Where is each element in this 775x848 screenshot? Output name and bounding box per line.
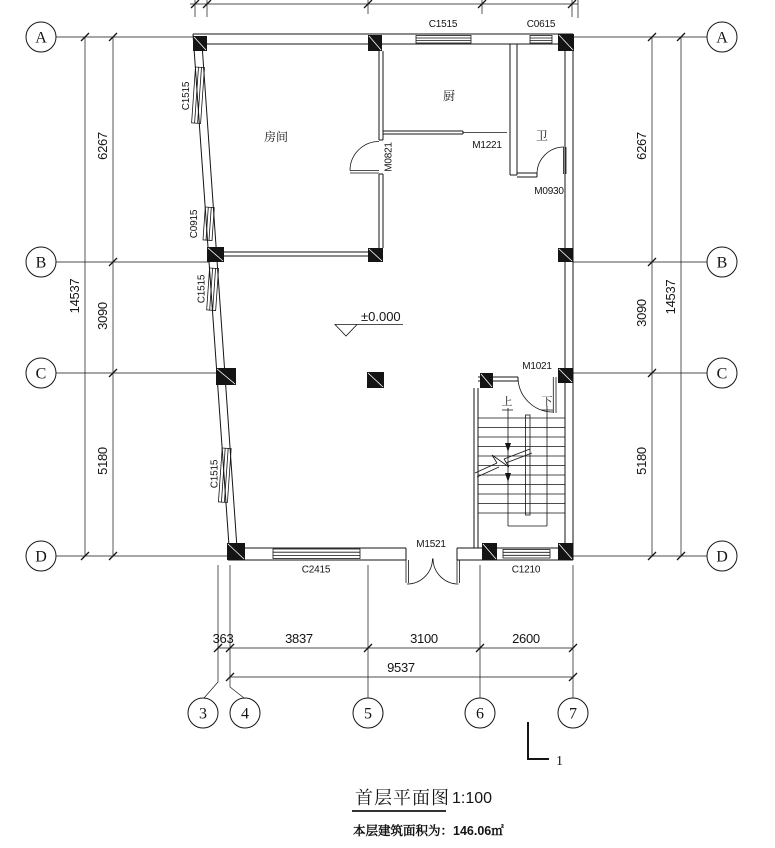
interior-walls	[217, 44, 537, 548]
door-bedroom	[350, 142, 379, 174]
windows	[192, 36, 552, 559]
window-bottom-main	[273, 549, 360, 559]
window-tag-left-3: C1515	[196, 274, 208, 304]
elevation-marker	[335, 309, 403, 336]
stair-stringer	[526, 415, 531, 515]
grid-label-a: A	[35, 29, 47, 47]
door-tag-entry: M1521	[416, 539, 446, 550]
room-labels	[264, 89, 548, 144]
tag-labels	[181, 19, 564, 576]
drawing-scale: 1:100	[452, 790, 493, 807]
grid-bubble-c-right	[707, 358, 737, 388]
dim-right-ab: 6267	[634, 132, 649, 160]
grid-bubble-c-left	[26, 358, 56, 388]
stair-down-label: 下	[541, 396, 553, 408]
grid-label-d: D	[35, 548, 47, 566]
column	[558, 543, 573, 560]
grid-bubble-3	[188, 698, 218, 728]
window-tag-bottom-main: C2415	[301, 564, 331, 576]
staircase	[475, 394, 565, 526]
elevation-label: ±0.000	[361, 309, 401, 324]
dim-bottom-45: 3837	[285, 631, 313, 646]
grid-label-a: A	[716, 29, 728, 47]
grid-label-4: 4	[241, 705, 249, 723]
dim-left-cd: 5180	[95, 447, 110, 475]
column	[216, 368, 236, 385]
window-tag-top-bath: C0615	[526, 19, 556, 30]
title-block	[352, 788, 504, 838]
grid-bubble-d-right	[707, 541, 737, 571]
stair-arrow-head	[505, 473, 511, 482]
room-label-bedroom: 房间	[263, 130, 289, 144]
window-tag-top-kitchen: C1515	[428, 19, 458, 30]
doors	[350, 133, 566, 585]
stair-up-label: 上	[501, 396, 513, 408]
dim-right-total: 14537	[663, 279, 678, 315]
grid-bubble-7	[558, 698, 588, 728]
dim-left-total: 14537	[67, 278, 82, 314]
door-tag-bedroom: M0821	[383, 142, 395, 172]
window-bottom-stair	[503, 550, 550, 559]
grid-bubble-a-left	[26, 22, 56, 52]
room-label-kitchen: 厨	[442, 89, 456, 103]
window-top-bath	[530, 36, 552, 44]
window-left-3	[207, 268, 219, 311]
column	[480, 373, 493, 388]
grid-leader-lines	[57, 37, 708, 698]
stair-arrow-head	[505, 443, 511, 452]
dim-left-bc: 3090	[95, 302, 110, 330]
grid-bubble-5	[353, 698, 383, 728]
column	[482, 543, 497, 560]
window-tag-left-2: C0915	[189, 209, 200, 239]
room-label-bath: 卫	[535, 129, 549, 143]
column	[227, 543, 245, 560]
grid-label-c: C	[35, 365, 47, 383]
grid-label-3: 3	[199, 705, 207, 723]
dim-bottom-total: 9537	[387, 660, 415, 675]
window-left-1	[192, 67, 205, 123]
column	[558, 368, 573, 383]
top-dim-line	[190, 0, 578, 18]
column	[207, 247, 224, 262]
door-tag-bath: M0930	[534, 186, 564, 197]
column	[193, 36, 207, 51]
dimension-texts	[67, 132, 678, 675]
door-bath	[537, 147, 566, 174]
grid-bubble-b-left	[26, 247, 56, 277]
grid-bubble-6	[465, 698, 495, 728]
walls	[193, 34, 573, 560]
window-tag-left-4: C1515	[209, 459, 221, 489]
dim-bottom-67: 2600	[512, 631, 540, 646]
window-tag-bottom-stair: C1210	[511, 564, 541, 576]
drawing-title: 首层平面图	[355, 788, 450, 808]
grid-label-6: 6	[476, 705, 484, 723]
door-tag-stair: M1021	[522, 361, 552, 372]
grid-bubble-4	[230, 698, 260, 728]
grid-label-5: 5	[364, 705, 372, 723]
grid-label-7: 7	[569, 705, 577, 723]
grid-label-b: B	[716, 254, 728, 272]
dim-bottom-56: 3100	[410, 631, 438, 646]
column	[558, 248, 573, 262]
dim-bottom-34: 363	[212, 631, 234, 646]
door-tag-kitchen: M1221	[472, 140, 502, 151]
stair-walk-lines	[502, 406, 553, 526]
grid-label-d: D	[716, 548, 728, 566]
area-note: 本层建筑面积为：146.06㎡	[353, 824, 504, 838]
column	[367, 372, 384, 388]
dim-right-cd: 5180	[634, 447, 649, 475]
dim-left-ab: 6267	[95, 132, 110, 160]
section-mark	[528, 722, 563, 769]
grid-label-b: B	[35, 254, 47, 272]
window-top-kitchen	[416, 36, 471, 44]
grid-bubble-b-right	[707, 247, 737, 277]
grid-bubble-a-right	[707, 22, 737, 52]
column	[558, 34, 574, 51]
stair-break-line	[475, 449, 532, 477]
grid-label-c: C	[716, 365, 728, 383]
column	[368, 248, 383, 262]
dim-right-bc: 3090	[634, 299, 649, 327]
window-tag-left-1: C1515	[181, 81, 192, 111]
section-number: 1	[556, 754, 563, 769]
column	[368, 35, 382, 51]
grid-bubble-d-left	[26, 541, 56, 571]
window-left-2	[203, 207, 214, 241]
door-entry-double	[406, 559, 460, 585]
